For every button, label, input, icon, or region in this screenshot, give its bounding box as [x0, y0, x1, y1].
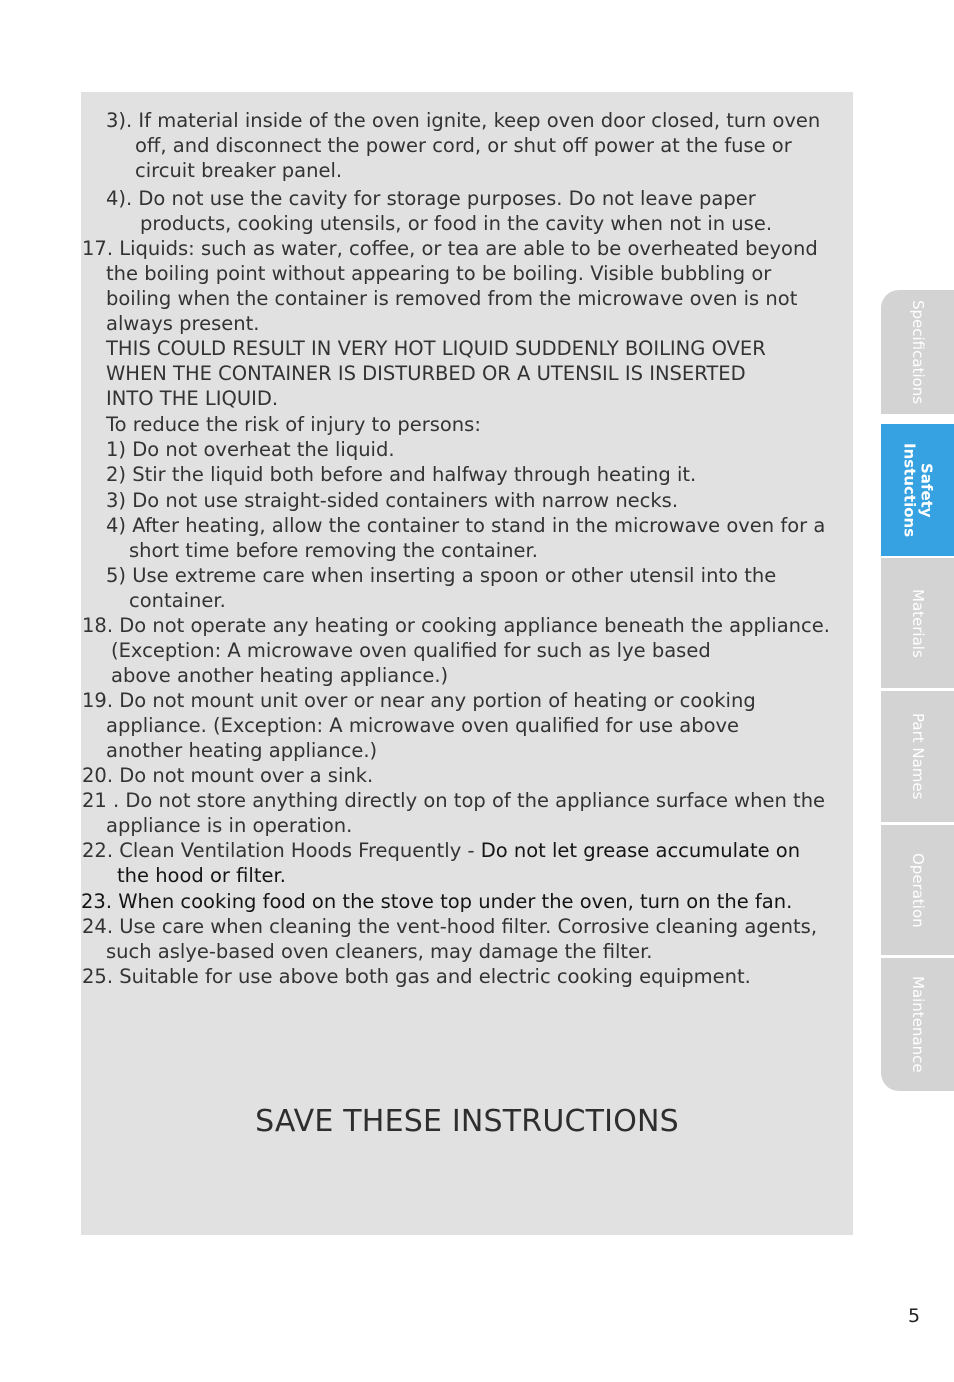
text-line: short time before removing the container. — [129, 539, 538, 562]
text-line: 1) Do not overheat the liquid. — [106, 438, 395, 461]
text-line: 20. Do not mount over a sink. — [82, 764, 374, 787]
text-line: boiling when the container is removed from the microwave oven is not — [106, 287, 798, 310]
text-line — [81, 889, 792, 914]
tab-label-line: Instuctions — [900, 442, 919, 538]
text-line: off, and disconnect the power cord, or shut off power at the fuse or — [135, 134, 792, 157]
text-segment-emphasis: the hood or filter. — [117, 864, 286, 887]
tab-specifications[interactable] — [881, 290, 954, 414]
text-line: 25. Suitable for use above both gas and electric cooking equipment. — [82, 965, 751, 988]
text-line: products, cooking utensils, or food in the cavity when not in use. — [140, 212, 773, 235]
text-line: circuit breaker panel. — [135, 159, 343, 182]
text-line: 4) After heating, allow the container to stand in the microwave oven for a — [106, 514, 826, 537]
text-line: another heating appliance.) — [106, 739, 378, 762]
section-tabs — [881, 290, 954, 1091]
text-line: 4). Do not use the cavity for storage purposes. Do not leave paper — [106, 187, 756, 210]
warning-line: THIS COULD RESULT IN VERY HOT LIQUID SUDDENLY BOILING OVER — [106, 337, 766, 360]
text-line: 3). If material inside of the oven ignite, keep oven door closed, turn oven — [106, 109, 821, 132]
warning-line: INTO THE LIQUID. — [106, 387, 279, 410]
tab-label: Maintenance — [909, 976, 927, 1073]
text-line — [117, 863, 286, 888]
text-line: To reduce the risk of injury to persons: — [106, 413, 481, 436]
tab-label — [901, 443, 935, 537]
save-instructions-heading: SAVE THESE INSTRUCTIONS — [255, 1104, 679, 1139]
tab-label-line: Safety — [917, 462, 936, 518]
text-line: (Exception: A microwave oven qualified for such as lye based — [111, 639, 711, 662]
text-line: 5) Use extreme care when inserting a spoon or other utensil into the — [106, 564, 777, 587]
tab-part-names[interactable] — [881, 691, 954, 822]
tab-operation[interactable] — [881, 825, 954, 955]
tab-label: Part Names — [909, 713, 927, 800]
tab-maintenance[interactable] — [881, 958, 954, 1091]
text-line: always present. — [106, 312, 260, 335]
tab-label: Materials — [909, 588, 927, 658]
page-number: 5 — [907, 1305, 921, 1327]
warning-line: WHEN THE CONTAINER IS DISTURBED OR A UTENSIL IS INSERTED — [106, 362, 746, 385]
text-line: 24. Use care when cleaning the vent-hood filter. Corrosive cleaning agents, — [82, 915, 818, 938]
tab-safety-instructions[interactable] — [881, 424, 954, 556]
tab-materials[interactable] — [881, 558, 954, 688]
text-line: the boiling point without appearing to be boiling. Visible bubbling or — [106, 262, 772, 285]
text-segment-emphasis: Do not let grease accumulate on — [480, 839, 801, 862]
text-segment: 22. Clean Ventilation Hoods Frequently - — [82, 839, 481, 862]
text-line: 3) Do not use straight-sided containers with narrow necks. — [106, 489, 679, 512]
text-line: such aslye-based oven cleaners, may damage the filter. — [106, 940, 653, 963]
text-line: above another heating appliance.) — [111, 664, 449, 687]
tab-label: Operation — [909, 852, 927, 928]
text-line: 21 . Do not store anything directly on top of the appliance surface when the — [82, 789, 826, 812]
text-line: appliance is in operation. — [106, 814, 353, 837]
text-line: 17. Liquids: such as water, coffee, or tea are able to be overheated beyond — [82, 237, 818, 260]
text-line: 19. Do not mount unit over or near any portion of heating or cooking — [82, 689, 756, 712]
text-line: appliance. (Exception: A microwave oven qualified for use above — [106, 714, 740, 737]
text-line: container. — [129, 589, 226, 612]
text-segment-emphasis: 23. When cooking food on the stove top under the oven, turn on the fan. — [81, 890, 793, 913]
tab-label: Specifications — [909, 299, 927, 405]
text-line — [82, 838, 800, 863]
text-line: 2) Stir the liquid both before and halfway through heating it. — [106, 463, 697, 486]
text-line: 18. Do not operate any heating or cooking appliance beneath the appliance. — [82, 614, 830, 637]
content-panel — [81, 92, 853, 1235]
